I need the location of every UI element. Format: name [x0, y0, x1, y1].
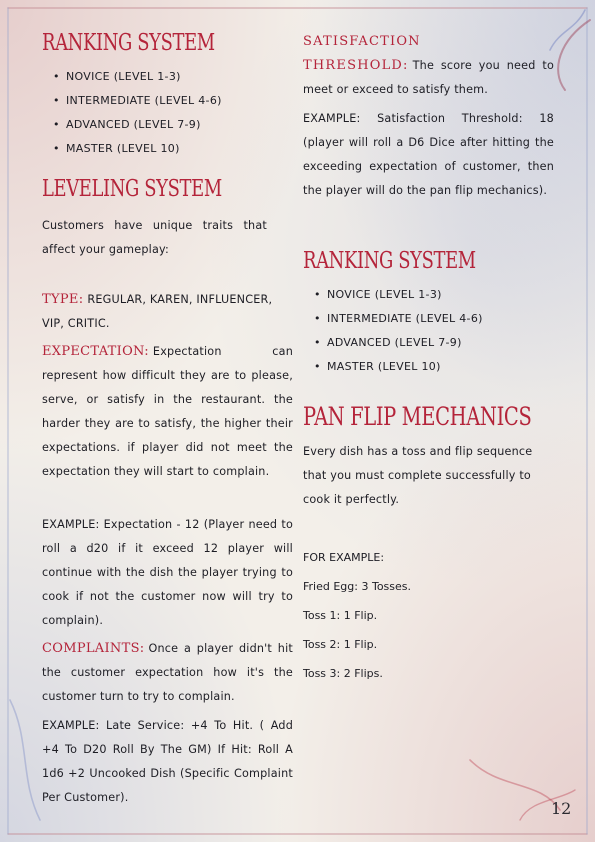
- ranking-list: [42, 65, 222, 161]
- complaints-example: EXAMPLE: Late Service: +4 To Hit. ( Add +4 To D20 Roll By The GM) If Hit: Roll A 1d6 +2 Uncooked Dish (Specific Complaint Per Customer).: [42, 719, 293, 804]
- complaints-paragraph: COMPLAINTS: Once a player didn't hit the customer expectation how it's the customer turn to try to complain.: [42, 641, 293, 703]
- list-item: • ADVANCED (LEVEL 7-9): [42, 113, 222, 137]
- toss-2-line: Toss 2: 1 Flip.: [303, 638, 378, 651]
- leveling-system-heading: LEVELING SYSTEM: [42, 176, 222, 202]
- type-label: TYPE:: [42, 292, 84, 307]
- expectation-paragraph: EXPECTATION: Expectation can represent how difficult they are to please, serve, or satisfy in the restaurant. the harder they are to satisfy, the higher their expectations. if player did not meet the expectation they will start to complain.: [42, 344, 293, 478]
- for-example-label: FOR EXAMPLE:: [303, 551, 385, 564]
- pan-flip-heading: PAN FLIP MECHANICS: [303, 402, 532, 431]
- ranking-system-heading: RANKING SYSTEM: [42, 30, 215, 56]
- list-item: • MASTER (LEVEL 10): [303, 355, 483, 379]
- fried-egg-line: Fried Egg: 3 Tosses.: [303, 580, 412, 593]
- satisfaction-label: SATISFACTION THRESHOLD:: [303, 34, 421, 73]
- list-item: • NOVICE (LEVEL 1-3): [42, 65, 222, 89]
- bullet-icon: •: [53, 142, 60, 155]
- satisfaction-paragraph: SATISFACTION THRESHOLD: The score you need to meet or exceed to satisfy them.: [303, 34, 554, 96]
- list-item: • INTERMEDIATE (LEVEL 4-6): [303, 307, 483, 331]
- ranking-list-right: [303, 283, 483, 379]
- leveling-intro: Customers have unique traits that affect your gameplay:: [42, 219, 267, 256]
- expectation-example: EXAMPLE: Expectation - 12 (Player need to roll a d20 if it exceed 12 player will continue with the dish the player trying to cook if not the customer now will try to complain).: [42, 518, 293, 627]
- bullet-icon: •: [314, 336, 321, 349]
- list-item: • ADVANCED (LEVEL 7-9): [303, 331, 483, 355]
- type-paragraph: TYPE: REGULAR, KAREN, INFLUENCER, VIP, CRITIC.: [42, 292, 273, 330]
- bullet-icon: •: [53, 94, 60, 107]
- bullet-icon: •: [314, 288, 321, 301]
- expectation-label: EXPECTATION:: [42, 344, 149, 359]
- page-number: 12: [551, 799, 572, 818]
- bullet-icon: •: [53, 118, 60, 131]
- bullet-icon: •: [314, 360, 321, 373]
- ranking-system-heading-right: RANKING SYSTEM: [303, 248, 476, 274]
- list-item: • INTERMEDIATE (LEVEL 4-6): [42, 89, 222, 113]
- bullet-icon: •: [53, 70, 60, 83]
- toss-3-line: Toss 3: 2 Flips.: [303, 667, 383, 680]
- list-item: • MASTER (LEVEL 10): [42, 137, 222, 161]
- list-item: • NOVICE (LEVEL 1-3): [303, 283, 483, 307]
- satisfaction-example: EXAMPLE: Satisfaction Threshold: 18 (player will roll a D6 Dice after hitting the exceeding expectation of customer, then the player will do the pan flip mechanics).: [303, 112, 554, 197]
- toss-1-line: Toss 1: 1 Flip.: [303, 609, 378, 622]
- bullet-icon: •: [314, 312, 321, 325]
- complaints-label: COMPLAINTS:: [42, 641, 145, 656]
- pan-flip-paragraph: Every dish has a toss and flip sequence that you must complete successfully to cook it perfectly.: [303, 445, 533, 506]
